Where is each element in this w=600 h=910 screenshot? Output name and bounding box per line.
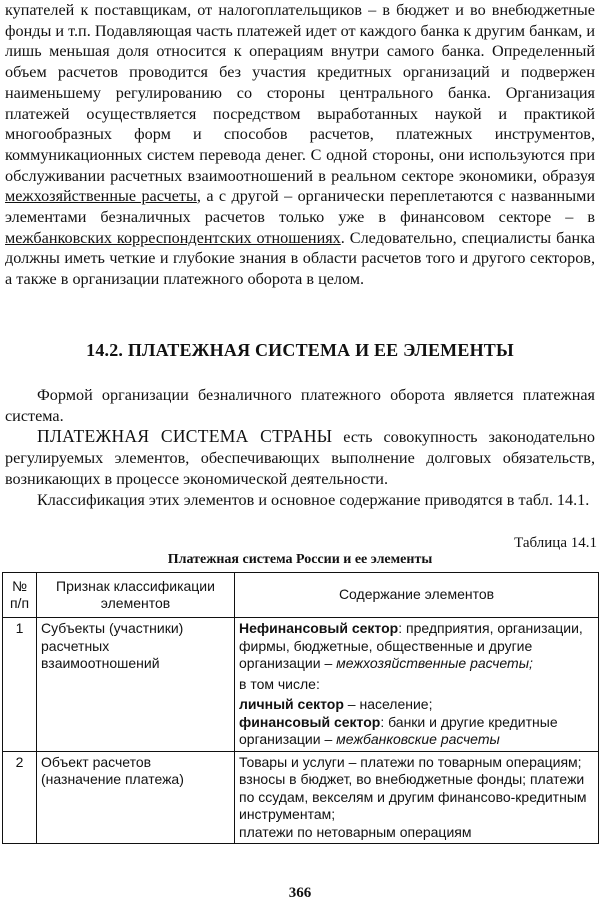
paragraph-definition-intro: Формой организации безналичного платежного оборота является платежная система. (5, 386, 595, 425)
payment-system-table (2, 572, 599, 844)
header-feature: Признак классификации элементов (37, 573, 235, 618)
row1-text-nonfinancial: : предприятия, организации, фирмы, бюджетные, общественные и другие организации – (239, 620, 583, 671)
table-row (3, 751, 599, 844)
row1-content (235, 618, 599, 752)
row1-feature: Субъекты (участники) расчетных взаимоотношений (37, 618, 235, 752)
paragraph-intro-text (5, 0, 595, 290)
row1-personal (239, 693, 594, 714)
section-title: 14.2. ПЛАТЕЖНАЯ СИСТЕМА И ЕЕ ЭЛЕМЕНТЫ (86, 340, 514, 360)
row1-bold-financial: финансовый сектор (239, 713, 381, 730)
table-header-row (3, 573, 599, 618)
row1-italic-interbank: межбанковские расчеты (336, 731, 500, 747)
row1-text-personal: – население; (343, 696, 433, 712)
row1-including: в том числе: (239, 675, 320, 692)
row1-financial (239, 714, 594, 749)
paragraph-intro-part3: . Следовательно, специалисты банка должны иметь четкие и глубокие знания в области расчетов того и другого секторов, а также в организации платежного оборота в целом. (5, 228, 596, 289)
paragraph-group (5, 385, 595, 510)
paragraph-intro-part1: купателей к поставщикам, от налогоплательщиков – в бюджет и во внебюджетные фонды и т.п. Подавляющая часть платежей идет от каждого банка к другим банкам, и лишь меньшая доля относится к операциям внутри самого банка. Определенный объем расчетов проводится без участия кредитных организаций и подвержен наименьшему регулированию со стороны центрального банка. Организация платежей осуществляется посредством выработанных наукой и практикой многообразных форм и способов расчетов, платежных инструментов, коммуникационных систем перевода денег. С одной стороны, они используются при обслуживании расчетных взаимоотношений в реальном секторе экономики, образуя (5, 1, 595, 185)
paragraph-definition (5, 426, 595, 489)
row1-bold-personal: личный сектор (239, 696, 344, 712)
table-title: Платежная система России и ее элементы (167, 552, 433, 567)
row1-text-financial: : банки и другие кредитные организации – (239, 713, 558, 747)
header-content: Содержание элементов (235, 573, 599, 618)
paragraph-table-ref: Классификация этих элементов и основное содержание приводятся в табл. 14.1. (37, 490, 590, 509)
row1-italic-interfirm: межхозяйственные расчеты; (336, 655, 533, 671)
header-number: № п/п (3, 573, 37, 618)
table-number: Таблица 14.1 (514, 535, 597, 551)
row2-feature: Объект расчетов (назначение платежа) (37, 751, 235, 844)
row2-content-extra: платежи по нетоварным операциям (239, 823, 472, 840)
table-row (3, 618, 599, 752)
row1-bold-nonfinancial: Нефинансовый сектор (239, 620, 399, 636)
definition-text: есть совокупность законодательно регулируемых элементов, обеспечивающих выполнение долговых обязательств, возникающих в процессе экономической деятельности. (5, 428, 595, 488)
row1-number: 1 (3, 618, 37, 752)
underlined-term-interfirm: межхозяйственные расчеты (5, 187, 197, 206)
page-number: 366 (288, 885, 312, 901)
row2-number: 2 (3, 751, 37, 844)
defined-term: ПЛАТЕЖНАЯ СИСТЕМА СТРАНЫ (37, 426, 333, 447)
paragraph-intro-part2: , а с другой – органически переплетаются с названными элементами безналичных расчетов только уже в финансовом секторе – в (5, 187, 596, 227)
row2-content (235, 751, 599, 844)
paragraph-intro (5, 0, 595, 290)
row1-nonfinancial (239, 620, 594, 673)
underlined-term-interbank: межбанковских корреспондентских отношениях (5, 228, 341, 247)
row2-content-main: Товары и услуги – платежи по товарным операциям; взносы в бюджет, во внебюджетные фонды; платежи по ссудам, векселям и другим финансово-кредитным инструментам; (239, 753, 587, 822)
